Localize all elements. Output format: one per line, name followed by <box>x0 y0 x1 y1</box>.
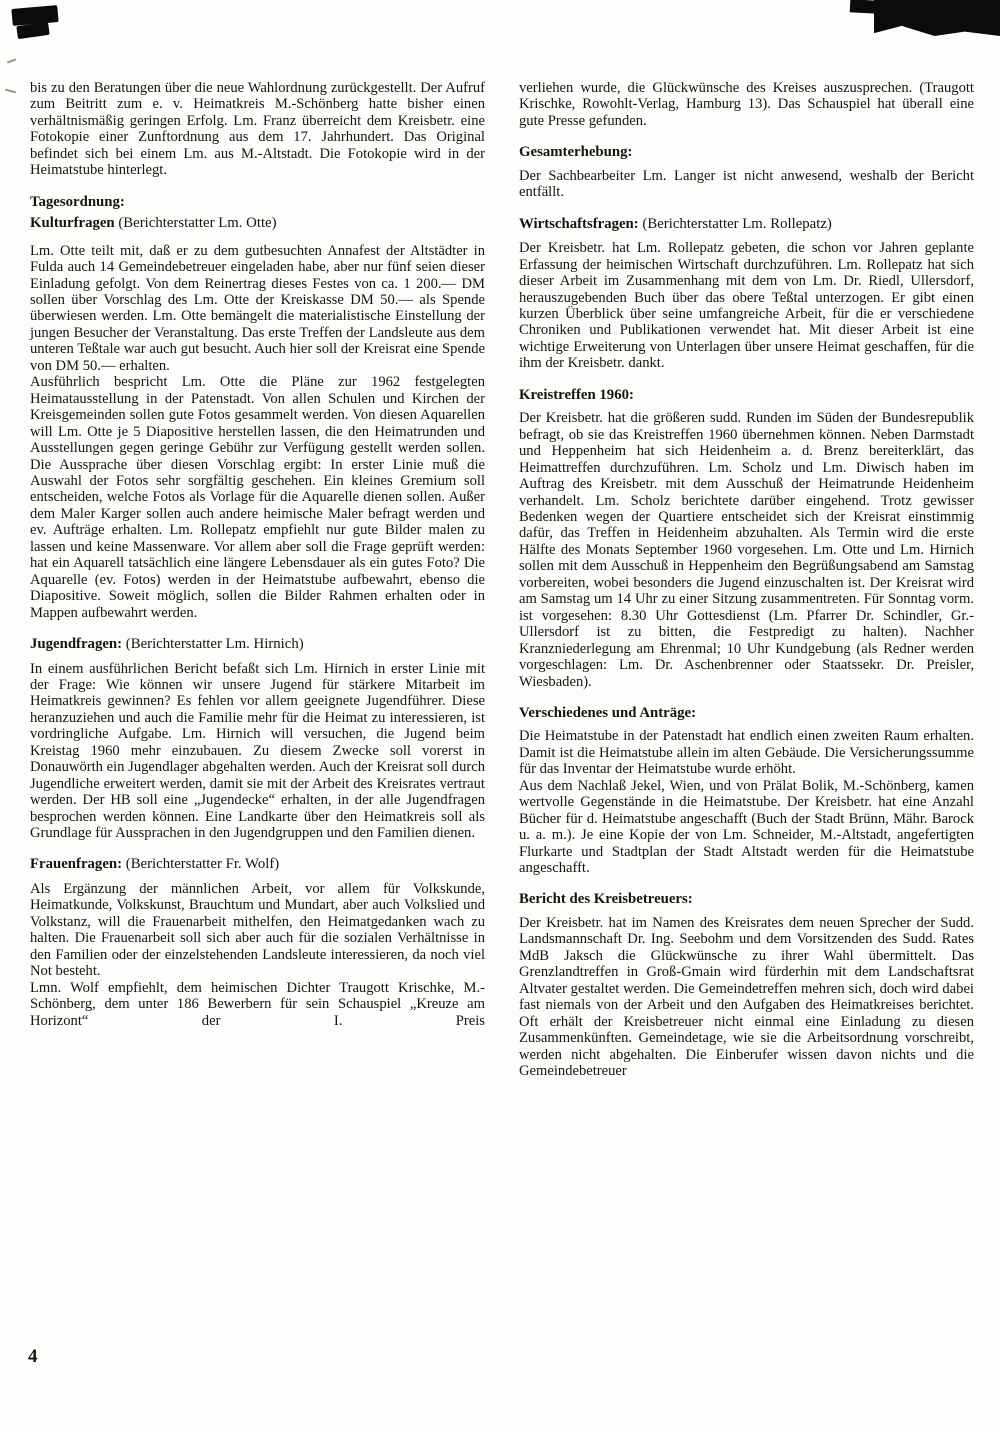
heading-bold-part: Kulturfragen <box>30 215 115 232</box>
heading-bold-part: Frauenfragen: <box>30 856 123 873</box>
heading-reporter-part: (Berichterstatter Fr. Wolf) <box>122 856 280 873</box>
heading-reporter-part: (Berichterstatter Lm. Otte) <box>114 215 277 232</box>
two-column-layout <box>30 80 974 1079</box>
paragraph-verschiedenes-2: Aus dem Nachlaß Jekel, Wien, und von Prälat Bolik, M.-Schönberg, kamen wertvolle Gegenstände in die Heimatstube. Der Kreisbetr. hat eine Anzahl Bücher für d. Heimatstube angeschafft (Buch der Stadt Brünn, Mähr. Barock u. a. m.). Je eine Kopie der von Lm. Schneider, M.-Altstadt, angefertigten Flurkarte und Stadtplan der Stadt Altstadt werden für die Heimatstube angeschafft. <box>519 777 974 877</box>
paragraph-frauenfragen-2: Lmn. Wolf empfiehlt, dem heimischen Dichter Traugott Krischke, M.-Schönberg, dem unter 186 Bewerbern für sein Schauspiel „Kreuze am Horizont“ der I. Preis <box>30 979 485 1029</box>
margin-mark-2 <box>5 89 16 94</box>
paragraph-continuation: verliehen wurde, die Glückwünsche des Kreises auszusprechen. (Traugott Krischke, Rowohlt-Verlag, Hamburg 13). Das Schauspiel hat überall eine gute Presse gefunden. <box>519 80 974 129</box>
paragraph-kreistreffen: Der Kreisbetr. hat die größeren sudd. Runden im Süden der Bundesrepublik befragt, ob sie das Kreistreffen 1960 übernehmen können. Neben Darmstadt und Heppenheim hat sich Heidenheim a. d. Brenz bereiterklärt, das Heimattreffen durchzuführen. Lm. Scholz und Lm. Diwisch haben im Auftrag des Kreisbetr. mit dem Ausschuß der Heimatrunde Heidenheim verhandelt. Lm. Scholz berichtete darüber eingehend. Trotz gewisser Bedenken wegen der Quartiere entscheidet sich der Kreisrat einstimmig dafür, das Treffen in Heidenheim abzuhalten. Als Termin wird die erste Hälfte des Monats September 1960 vorgesehen. Lm. Otte und Lm. Hirnich sollen mit dem Ausschuß in Heppenheim den Begrüßungsabend am Samstag vorbereiten, wobei besonders die Jugend einzuschalten ist. Der Kreisrat wird am Samstag um 14 Uhr zu einer Sitzung zusammentreten. Für Sonntag vorm. ist vorgesehen: 8.30 Uhr Gottesdienst (Lm. Pfarrer Dr. Schindler, Gr.-Ullersdorf ist zu bitten, die Festpredigt zu halten). Nachher Kranzniederlegung am Ehrenmal; 10 Uhr Kundgebung (als Redner werden vorgeschlagen: Lm. Dr. Aschenbrenner oder Staatssekr. Dr. Preisler, Wiesbaden). <box>519 410 974 690</box>
paragraph-wirtschaftsfragen: Der Kreisbetr. hat Lm. Rollepatz gebeten, die schon vor Jahren geplante Erfassung der heimischen Wirtschaft durchzuführen. Lm. Rollepatz hat sich dieser Arbeit im Zusammenhang mit dem von Lm. Dr. Riedl, Ullersdorf, herauszugebenden Buch über das obere Teßtal unterzogen. Er gibt einen kurzen Überblick über seine umfangreiche Arbeit, für die er verschiedene Chroniken und Publikationen verwendet hat. Mit dieser Arbeit ist eine wichtige Erweiterung von Unterlagen über unsere Heimat geschaffen, für die ihm der Kreisbetr. dankt. <box>519 240 974 372</box>
section-heading-wirtschaftsfragen <box>519 216 974 232</box>
paragraph-bericht-kreisbetreuer: Der Kreisbetr. hat im Namen des Kreisrates dem neuen Sprecher der Sudd. Landsmannschaft Dr. Ing. Seebohm und dem Vorsitzenden des Sudd. Rates MdB Jaksch die Glückwünsche zu ihrer Wahl übermittelt. Das Grenzlandtreffen in Groß-Gmain wird fürderhin mit dem Landschaftsrat Altvater gestaltet werden. Die Gemeindetreffen mehren sich, doch wird dabei fast niemals von der Arbeit und den Aufgaben des Heimatkreises berichtet. Oft erhält der Kreisbetreuer nicht einmal eine Einladung zu diesen Zusammenkünften. Gemeindetage, wie sie die Arbeitsordnung vorschreibt, werden nicht abgehalten. Die Einberufer wissen davon nichts und die Gemeindebetreuer <box>519 914 974 1080</box>
heading-bold-part: Wirtschaftsfragen: <box>519 215 639 232</box>
page-number: 4 <box>28 1346 38 1367</box>
section-heading-bericht-kreisbetreuer: Bericht des Kreisbetreuers: <box>519 891 693 908</box>
heading-reporter-part: (Berichterstatter Lm. Rollepatz) <box>638 215 832 232</box>
heading-bold-part: Jugendfragen: <box>30 636 123 653</box>
paragraph-gesamterhebung: Der Sachbearbeiter Lm. Langer ist nicht anwesend, weshalb der Bericht entfällt. <box>519 167 974 201</box>
section-heading-kulturfragen <box>30 215 485 231</box>
section-heading-jugendfragen <box>30 636 485 652</box>
paragraph-kulturfragen-2: Ausführlich bespricht Lm. Otte die Pläne zur 1962 festgelegten Heimatausstellung in der Patenstadt. Von allen Schulen und Kirchen der Kreisgemeinden sollen gute Fotos gesammelt werden. Von diesen Aquarellen will Lm. Otte je 5 Diapositive herstellen lassen, die den Heimatrunden und Ausstellungen gegen geringe Gebühr zur Verfügung gestellt werden sollen. Die Aussprache über diesen Vorschlag ergibt: In erster Linie muß die Auswahl der Fotos sehr sorgfältig geschehen. Ein kleines Gremium soll entscheiden, welche Fotos als Vorlage für die Aquarelle dienen sollen. Außer dem Maler Karger sollen auch andere heimische Maler befragt werden und ev. Aufträge erhalten. Lm. Rollepatz empfiehlt nur gute Bilder malen zu lassen und keine Massenware. Vor allem aber soll die Frage geprüft werden: hat ein Aquarell tatsächlich eine längere Lebensdauer als ein gutes Foto? Die Aquarelle (ev. Fotos) werden in der Heimatstube aufbewahrt, ebenso die Diapositive. Soweit möglich, sollen die Bilder Rahmen erhalten oder in Mappen aufbewahrt werden. <box>30 374 485 621</box>
paragraph-continuation-intro: bis zu den Beratungen über die neue Wahlordnung zurückgestellt. Der Aufruf zum Beitritt zum e. v. Heimatkreis M.-Schönberg hatte bisher einen verhältnismäßig geringen Erfolg. Lm. Franz überreicht dem Kreisbetr. eine Fotokopie einer Zunftordnung aus dem 17. Jahrhundert. Das Original befindet sich bei einem Lm. aus M.-Altstadt. Die Fotokopie wird in der Heimatstube hinterlegt. <box>30 80 485 179</box>
paragraph-verschiedenes-1: Die Heimatstube in der Patenstadt hat endlich einen zweiten Raum erhalten. Damit ist die Heimatstube allein im alten Gebäude. Die Versicherungssumme für das Inventar der Heimatstube wurde erhöht. <box>519 728 974 778</box>
paragraph-frauenfragen-1: Als Ergänzung der männlichen Arbeit, vor allem für Volkskunde, Heimatkunde, Volkskunst, Brauchtum und Mundart, aber auch Volkslied und Volkstanz, will die Frauenarbeit mithelfen, den Heimatgedanken wach zu halten. Die Frauenarbeit soll sich aber auch für die sozialen Verhältnisse in den Familien oder der einzelstehenden Landsleute interessieren, da noch viel Not besteht. <box>30 880 485 980</box>
heading-reporter-part: (Berichterstatter Lm. Hirnich) <box>122 636 304 653</box>
right-column <box>519 80 974 1079</box>
section-heading-verschiedenes: Verschiedenes und Anträge: <box>519 704 697 721</box>
left-column <box>30 80 485 1079</box>
section-heading-tagesordnung: Tagesordnung: <box>30 193 125 210</box>
section-heading-kreistreffen: Kreistreffen 1960: <box>519 386 634 403</box>
margin-mark <box>7 59 16 64</box>
section-heading-frauenfragen <box>30 856 485 872</box>
scan-artifact-top-right <box>874 0 1000 36</box>
section-heading-gesamterhebung: Gesamterhebung: <box>519 144 633 161</box>
paragraph-kulturfragen-1: Lm. Otte teilt mit, daß er zu dem gutbesuchten Annafest der Altstädter in Fulda auch 14 Gemeindebetreuer eingeladen habe, aber nur fünf seien dieser Einladung gefolgt. Von dem Reinertrag dieses Festes von ca. 1 200.— DM sollen über Vorschlag des Lm. Otte der Kreiskasse DM 50.— als Spende überwiesen werden. Lm. Otte bemängelt die materialistische Einstellung der jungen Besucher der Veranstaltung. Das erste Treffen der Landsleute aus dem unteren Teßtale war auch gut besucht. Auch hier soll der Kreisrat eine Spende von DM 50.— erhalten. <box>30 242 485 374</box>
paragraph-jugendfragen: In einem ausführlichen Bericht befaßt sich Lm. Hirnich in erster Linie mit der Frage: Wie können wir unsere Jugend für stärkere Mitarbeit im Heimatkreis gewinnen? Es fehlen vor allem geeignete Jugendführer. Diese heranzuziehen und auch die Familie mehr für die Heimat zu interessieren, ist vordringliche Aufgabe. Lm. Hirnich will versuchen, die Jugend beim Kreistag 1960 mehr einzubauen. Zu diesem Zwecke soll vorerst in Donauwörth ein Jugendlager abgehalten werden. Auch der Kreisrat soll durch Jugendliche erweitert werden, damit sie mit der Arbeit des Kreisrates vertraut werden. Der HB soll eine „Jugendecke“ erhalten, in der alle Jugendfragen besprochen werden können. Eine Landkarte über den Heimatkreis soll als Grundlage für Aussprachen in den Jugendgruppen und den Familien dienen. <box>30 660 485 842</box>
scan-artifact-top-right-2 <box>850 0 879 14</box>
